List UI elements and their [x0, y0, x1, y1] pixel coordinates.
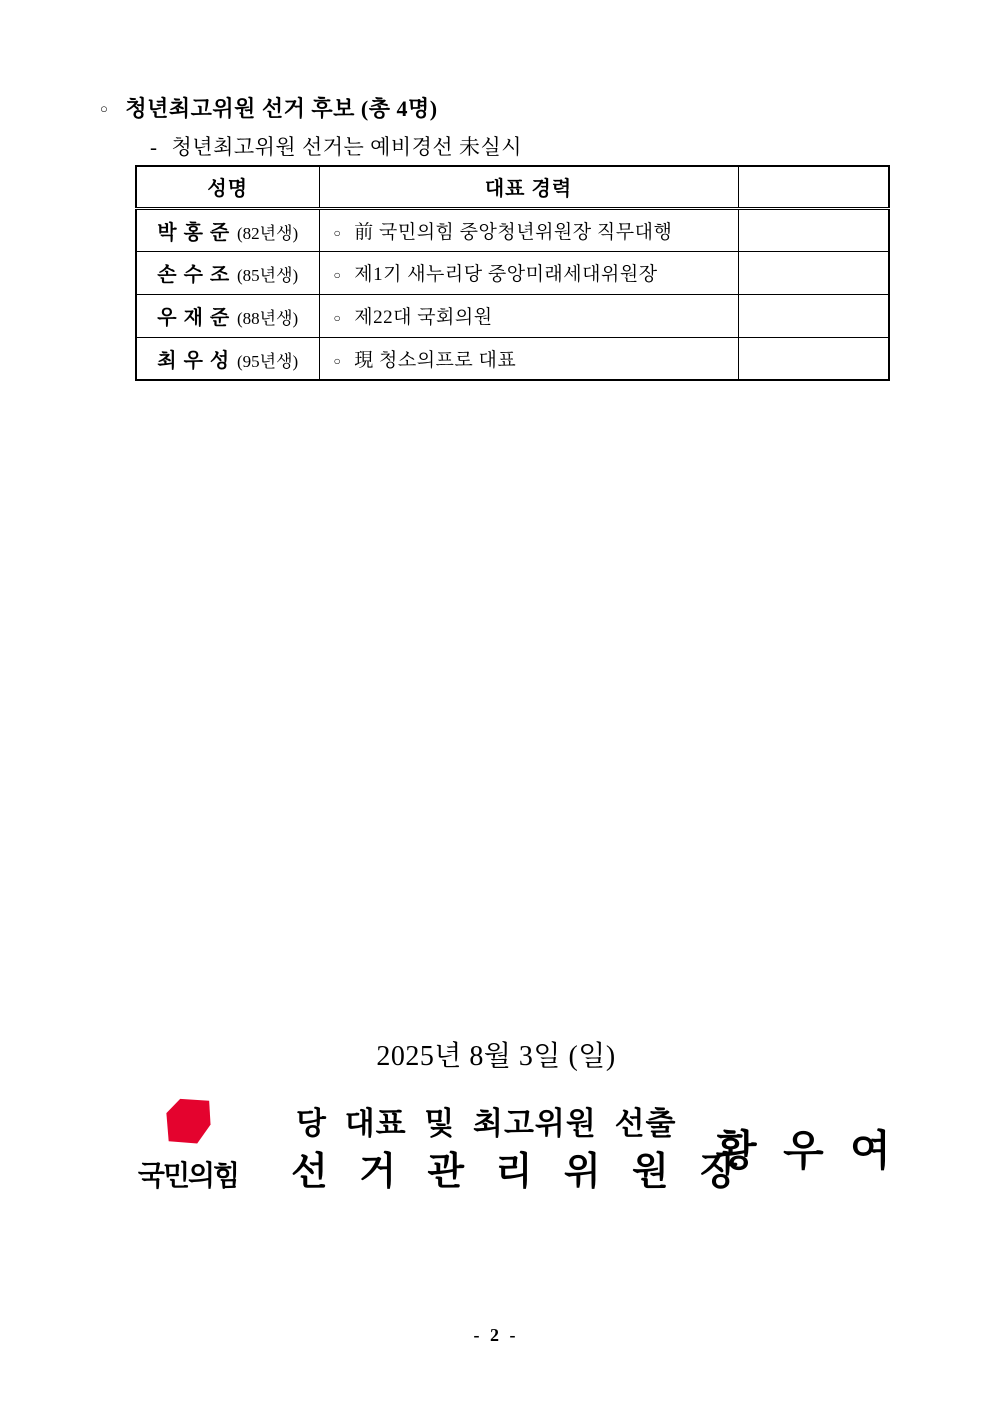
empty-cell [738, 251, 889, 294]
candidate-career-cell [319, 337, 738, 380]
candidate-career: 제1기 새누리당 중앙미래세대위원장 [354, 264, 658, 285]
candidate-name-cell [136, 294, 319, 337]
candidate-name: 우 재 준 [157, 307, 231, 329]
candidate-name: 손 수 조 [157, 264, 231, 286]
section-note [150, 131, 522, 161]
circle-bullet-icon: ○ [333, 311, 342, 325]
party-logo [130, 1096, 246, 1194]
party-logo-icon [165, 1096, 211, 1146]
circle-bullet-icon: ○ [100, 100, 109, 116]
section-note-text: 청년최고위원 선거는 예비경선 未실시 [171, 135, 523, 159]
party-name: 국민의힘 [137, 1160, 239, 1191]
signer-name: 황 우 여 [716, 1129, 891, 1175]
table-row [136, 294, 889, 337]
table-row [136, 251, 889, 294]
candidates-table [135, 165, 890, 381]
candidate-name-cell [136, 208, 319, 251]
candidate-birth-year: (82년생) [237, 223, 299, 243]
candidate-birth-year: (85년생) [237, 266, 299, 285]
header-extra [738, 166, 889, 208]
table-row [136, 337, 889, 380]
empty-cell [738, 337, 889, 380]
announcement-date: 2025년 8월 3일 (일) [376, 1041, 616, 1072]
candidate-career-cell [319, 208, 738, 251]
empty-cell [738, 208, 889, 251]
table-row [136, 208, 889, 251]
candidate-career: 제22대 국회의원 [354, 307, 493, 328]
circle-bullet-icon: ○ [333, 353, 342, 368]
page-number: - 2 - [473, 1325, 519, 1345]
header-career: 대표 경력 [319, 166, 738, 208]
candidate-career-cell [319, 294, 738, 337]
candidate-birth-year: (95년생) [237, 351, 299, 371]
circle-bullet-icon: ○ [333, 268, 342, 282]
section-heading [100, 92, 438, 123]
header-name: 성명 [136, 166, 319, 208]
section-title: 청년최고위원 선거 후보 (총 4명) [125, 96, 438, 121]
candidate-name-cell [136, 251, 319, 294]
candidate-career-cell [319, 251, 738, 294]
signature-title-line2: 선 거 관 리 위 원 장 [291, 1151, 738, 1193]
empty-cell [738, 294, 889, 337]
signature-title-line1: 당 대표 및 최고위원 선출 [296, 1106, 677, 1141]
candidate-name-cell [136, 337, 319, 380]
candidate-career: 前 국민의힘 중앙청년위원장 직무대행 [354, 221, 673, 243]
candidate-name: 박 홍 준 [157, 221, 231, 244]
candidate-career: 現 청소의프로 대표 [354, 349, 517, 371]
table-header-row [136, 166, 889, 208]
candidate-name: 최 우 성 [157, 349, 231, 372]
candidate-birth-year: (88년생) [237, 309, 299, 328]
circle-bullet-icon: ○ [333, 225, 342, 240]
dash-bullet-icon: - [150, 135, 158, 159]
